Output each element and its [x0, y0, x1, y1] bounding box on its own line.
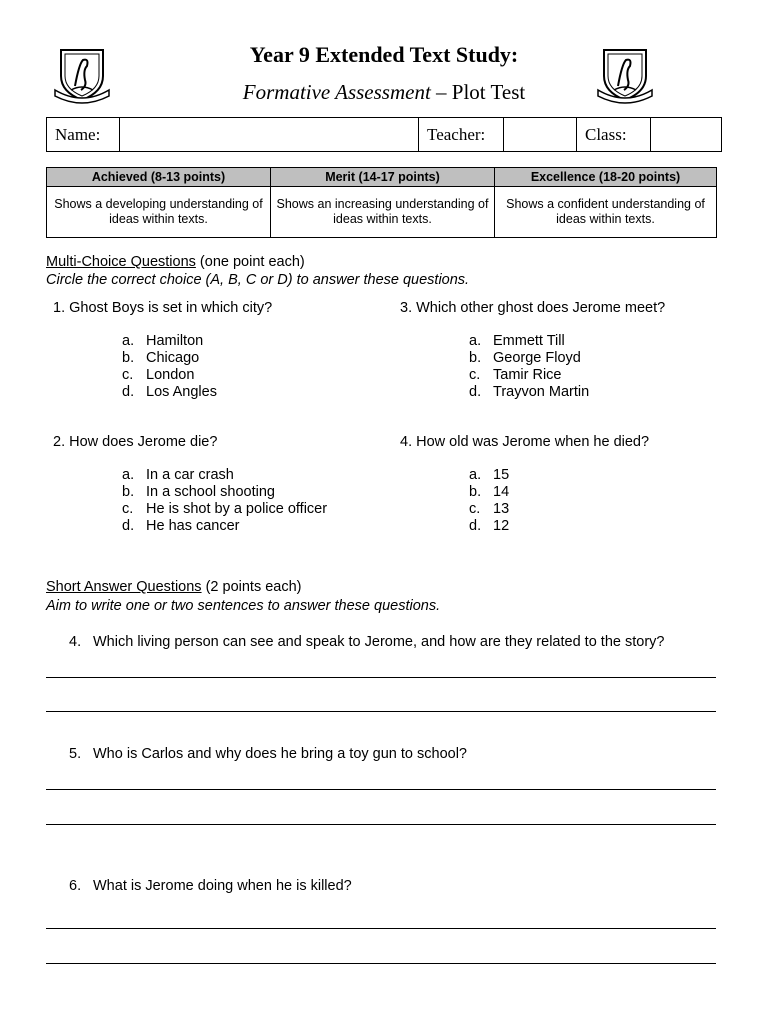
subtitle-italic: Formative Assessment — [242, 80, 431, 104]
mcq-question: 1. Ghost Boys is set in which city? — [53, 300, 273, 316]
answer-line[interactable] — [46, 824, 716, 825]
short-question — [69, 634, 664, 650]
class-label: Class: — [577, 118, 651, 152]
option-text: 14 — [493, 484, 510, 500]
short-question — [69, 878, 352, 894]
option-text: In a school shooting — [146, 484, 275, 500]
question-text: Which living person can see and speak to Jerome, and how are they related to the story? — [93, 634, 665, 650]
option-letter: c. — [469, 501, 481, 517]
answer-line[interactable] — [46, 928, 716, 929]
mcq-points: (one point each) — [195, 254, 305, 270]
mcq-question: 2. How does Jerome die? — [53, 434, 218, 450]
rubric-desc-excellence: Shows a confident understanding of ideas within texts. — [495, 187, 717, 238]
mcq-question: 3. Which other ghost does Jerome meet? — [400, 300, 666, 316]
mcq-options — [122, 333, 217, 401]
student-info-table — [46, 117, 722, 152]
name-label: Name: — [47, 118, 120, 152]
option-letter: b. — [469, 350, 482, 366]
answer-line[interactable] — [46, 963, 716, 964]
answer-line[interactable] — [46, 789, 716, 790]
grading-rubric — [46, 167, 717, 238]
option-letter: b. — [122, 484, 135, 500]
mcq-option[interactable] — [122, 501, 327, 518]
mcq-option[interactable] — [122, 350, 217, 367]
rubric-desc-merit: Shows an increasing understanding of ideas within texts. — [271, 187, 495, 238]
answer-line[interactable] — [46, 711, 716, 712]
subtitle-rest: – Plot Test — [430, 80, 526, 104]
page-title: Year 9 Extended Text Study: — [249, 42, 519, 67]
teacher-field[interactable] — [504, 118, 577, 152]
mcq-option[interactable] — [469, 384, 589, 401]
option-letter: a. — [469, 467, 482, 483]
mcq-option[interactable] — [469, 484, 509, 501]
option-letter: d. — [469, 384, 482, 400]
mcq-option[interactable] — [469, 333, 589, 350]
short-answer-heading — [46, 579, 302, 595]
option-text: Chicago — [146, 350, 200, 366]
mcq-option[interactable] — [469, 467, 509, 484]
short-question — [69, 746, 467, 762]
mcq-option[interactable] — [122, 518, 327, 535]
question-text: Who is Carlos and why does he bring a toy gun to school? — [93, 746, 467, 762]
rubric-header-achieved: Achieved (8-13 points) — [47, 168, 271, 187]
option-letter: d. — [122, 384, 135, 400]
mcq-option[interactable] — [122, 384, 217, 401]
option-text: 15 — [493, 467, 510, 483]
option-letter: b. — [122, 350, 135, 366]
mcq-options — [122, 467, 327, 535]
option-text: Tamir Rice — [493, 367, 562, 383]
option-letter: a. — [122, 333, 135, 349]
rubric-header-excellence: Excellence (18-20 points) — [495, 168, 717, 187]
mcq-option[interactable] — [122, 367, 217, 384]
option-text: He has cancer — [146, 518, 240, 534]
option-letter: c. — [469, 367, 481, 383]
rubric-desc-achieved: Shows a developing understanding of ideas within texts. — [47, 187, 271, 238]
question-number: 5. — [69, 746, 82, 762]
option-text: Hamilton — [146, 333, 204, 349]
rubric-header-merit: Merit (14-17 points) — [271, 168, 495, 187]
mcq-options — [469, 467, 509, 535]
mcq-question: 4. How old was Jerome when he died? — [400, 434, 650, 450]
option-letter: b. — [469, 484, 482, 500]
option-text: 12 — [493, 518, 510, 534]
question-text: What is Jerome doing when he is killed? — [93, 878, 352, 894]
mcq-option[interactable] — [122, 333, 217, 350]
question-number: 6. — [69, 878, 82, 894]
mcq-option[interactable] — [469, 518, 509, 535]
option-text: Los Angles — [146, 384, 217, 400]
option-text: London — [146, 367, 195, 383]
short-answer-instruction: Aim to write one or two sentences to answer these questions. — [46, 598, 441, 614]
option-letter: a. — [122, 467, 135, 483]
option-text: In a car crash — [146, 467, 234, 483]
name-field[interactable] — [120, 118, 419, 152]
short-points: (2 points each) — [201, 579, 302, 595]
mcq-heading-text: Multi-Choice Questions — [46, 254, 196, 270]
option-letter: c. — [122, 367, 134, 383]
option-text: Trayvon Martin — [493, 384, 590, 400]
mcq-option[interactable] — [469, 367, 589, 384]
mcq-options — [469, 333, 589, 401]
mcq-instruction: Circle the correct choice (A, B, C or D) to answer these questions. — [46, 272, 470, 288]
question-number: 4. — [69, 634, 82, 650]
class-field[interactable] — [651, 118, 722, 152]
short-heading-text: Short Answer Questions — [46, 579, 202, 595]
page-subtitle — [0, 80, 768, 105]
mcq-option[interactable] — [122, 467, 327, 484]
option-letter: c. — [122, 501, 134, 517]
mcq-heading — [46, 254, 305, 270]
option-letter: d. — [469, 518, 482, 534]
answer-line[interactable] — [46, 677, 716, 678]
option-text: He is shot by a police officer — [146, 501, 328, 517]
option-text: George Floyd — [493, 350, 581, 366]
mcq-option[interactable] — [469, 350, 589, 367]
option-text: 13 — [493, 501, 510, 517]
option-letter: a. — [469, 333, 482, 349]
option-text: Emmett Till — [493, 333, 565, 349]
teacher-label: Teacher: — [419, 118, 504, 152]
mcq-option[interactable] — [469, 501, 509, 518]
mcq-option[interactable] — [122, 484, 327, 501]
option-letter: d. — [122, 518, 135, 534]
